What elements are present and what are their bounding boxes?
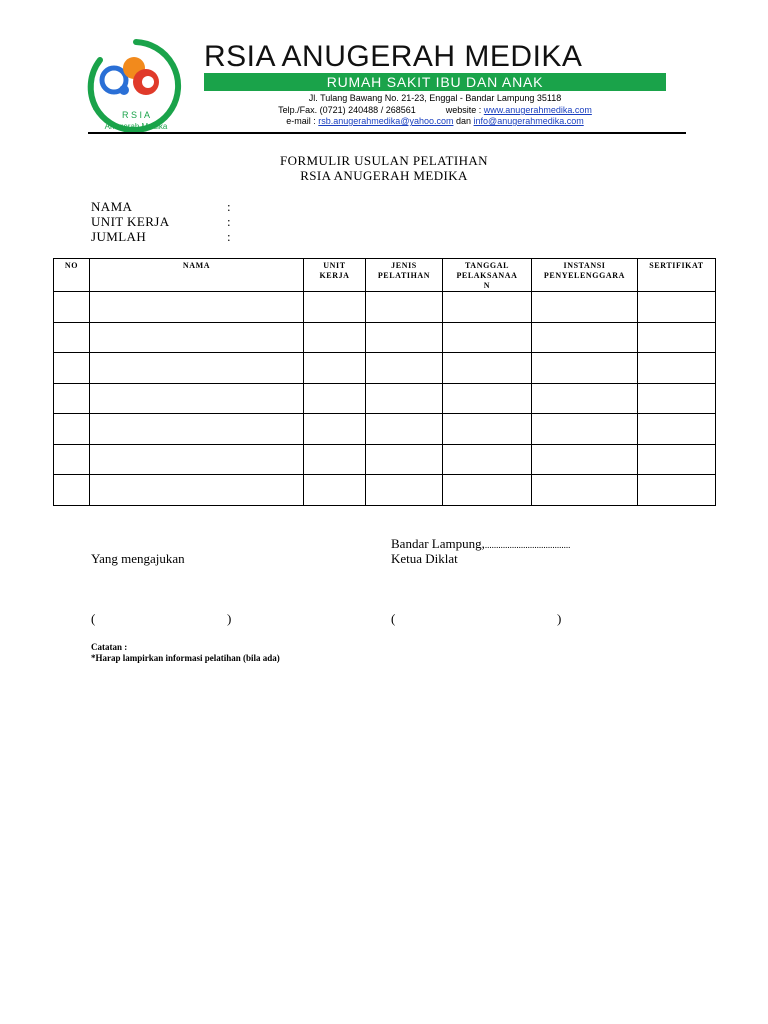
table-cell[interactable] — [532, 322, 638, 353]
table-row — [54, 414, 716, 445]
table-cell[interactable] — [443, 353, 532, 384]
table-cell[interactable] — [90, 322, 304, 353]
table-cell[interactable] — [304, 292, 366, 323]
table-cell[interactable] — [638, 322, 716, 353]
left-paren-close: ) — [227, 611, 232, 626]
field-nama-colon: : — [227, 199, 231, 214]
table-cell[interactable] — [366, 475, 443, 506]
table-cell[interactable] — [90, 414, 304, 445]
training-table — [53, 258, 716, 506]
hospital-logo — [86, 38, 186, 134]
table-cell[interactable] — [638, 444, 716, 475]
email-line — [204, 115, 666, 127]
field-nama-label: NAMA — [91, 199, 133, 214]
header-nama: NAMA — [90, 259, 304, 292]
field-jumlah-colon: : — [227, 229, 231, 244]
logo-subtext: Anugerah Medika — [104, 122, 168, 131]
table-cell[interactable] — [532, 475, 638, 506]
place-date — [391, 536, 570, 552]
table-cell[interactable] — [90, 353, 304, 384]
table-row — [54, 322, 716, 353]
table-cell[interactable] — [366, 383, 443, 414]
email-link-1[interactable]: rsb.anugerahmedika@yahoo.com — [318, 116, 454, 126]
table-cell[interactable] — [366, 322, 443, 353]
table-cell[interactable] — [366, 444, 443, 475]
header-jenis-pelatihan — [366, 259, 443, 292]
right-paren-close: ) — [557, 611, 562, 626]
header-instansi — [532, 259, 638, 292]
table-cell[interactable] — [304, 322, 366, 353]
header-jenis-pelatihan-text: JENIS PELATIHAN — [377, 261, 431, 280]
website-link[interactable]: www.anugerahmedika.com — [483, 105, 592, 115]
form-title: FORMULIR USULAN PELATIHAN — [280, 153, 488, 168]
table-cell[interactable] — [304, 475, 366, 506]
notes-heading: Catatan : — [91, 642, 128, 652]
header-no: NO — [54, 259, 90, 292]
table-cell[interactable] — [304, 383, 366, 414]
left-role: Yang mengajukan — [91, 551, 185, 566]
table-row — [54, 475, 716, 506]
place-date-text: Bandar Lampung, — [391, 536, 485, 551]
address-line: Jl. Tulang Bawang No. 21-23, Enggal - Bandar Lampung 35118 — [308, 93, 562, 103]
table-cell[interactable] — [638, 292, 716, 323]
table-cell[interactable] — [532, 292, 638, 323]
hospital-name: RSIA ANUGERAH MEDIKA — [204, 40, 583, 73]
table-cell[interactable] — [54, 444, 90, 475]
table-cell[interactable] — [304, 414, 366, 445]
table-cell[interactable] — [366, 414, 443, 445]
right-role: Ketua Diklat — [391, 551, 458, 566]
table-cell[interactable] — [443, 475, 532, 506]
table-cell[interactable] — [366, 292, 443, 323]
table-cell[interactable] — [532, 414, 638, 445]
header-tanggal-text: TANGGAL PELAKSANAA N — [456, 261, 518, 290]
table-cell[interactable] — [304, 444, 366, 475]
header-divider — [88, 132, 686, 134]
table-cell[interactable] — [638, 414, 716, 445]
table-row — [54, 292, 716, 323]
table-cell[interactable] — [90, 292, 304, 323]
place-date-dots: ...................................... — [484, 540, 571, 550]
table-cell[interactable] — [532, 353, 638, 384]
table-cell[interactable] — [54, 353, 90, 384]
email-join: dan — [456, 116, 472, 126]
table-cell[interactable] — [443, 414, 532, 445]
table-cell[interactable] — [443, 444, 532, 475]
table-cell[interactable] — [54, 383, 90, 414]
table-header-row — [54, 259, 716, 292]
field-unit-kerja-colon: : — [227, 214, 231, 229]
table-cell[interactable] — [54, 414, 90, 445]
header-instansi-text: INSTANSI PENYELENGGARA — [543, 261, 626, 280]
table-row — [54, 353, 716, 384]
header-sertifikat: SERTIFIKAT — [638, 259, 716, 292]
table-cell[interactable] — [54, 475, 90, 506]
table-cell[interactable] — [532, 444, 638, 475]
field-jumlah-label: JUMLAH — [91, 229, 147, 244]
table-cell[interactable] — [532, 383, 638, 414]
website-label: website : — [445, 105, 482, 115]
table-cell[interactable] — [638, 475, 716, 506]
table-cell[interactable] — [90, 383, 304, 414]
field-unit-kerja-label: UNIT KERJA — [91, 214, 170, 229]
table-cell[interactable] — [443, 322, 532, 353]
header-unit-kerja — [304, 259, 366, 292]
header-unit-kerja-text: UNIT KERJA — [319, 261, 350, 280]
table-cell[interactable] — [443, 292, 532, 323]
table-cell[interactable] — [90, 444, 304, 475]
table-cell[interactable] — [638, 383, 716, 414]
table-body — [54, 292, 716, 506]
hospital-tagline: RUMAH SAKIT IBU DAN ANAK — [204, 73, 666, 91]
table-cell[interactable] — [366, 353, 443, 384]
table-cell[interactable] — [54, 322, 90, 353]
table-cell[interactable] — [638, 353, 716, 384]
table-row — [54, 383, 716, 414]
table-cell[interactable] — [54, 292, 90, 323]
right-paren-open: ( — [391, 611, 396, 626]
form-subtitle: RSIA ANUGERAH MEDIKA — [300, 168, 468, 183]
logo-text: R S I A — [121, 110, 151, 120]
table-row — [54, 444, 716, 475]
notes-line: *Harap lampirkan informasi pelatihan (bila ada) — [91, 653, 280, 663]
table-cell[interactable] — [304, 353, 366, 384]
table-cell[interactable] — [90, 475, 304, 506]
header-tanggal — [443, 259, 532, 292]
email-label: e-mail : — [286, 116, 316, 126]
table-cell[interactable] — [443, 383, 532, 414]
phone-text: Telp./Fax. (0721) 240488 / 268561 — [278, 105, 416, 115]
left-paren-open: ( — [91, 611, 96, 626]
email-link-2[interactable]: info@anugerahmedika.com — [473, 116, 584, 126]
